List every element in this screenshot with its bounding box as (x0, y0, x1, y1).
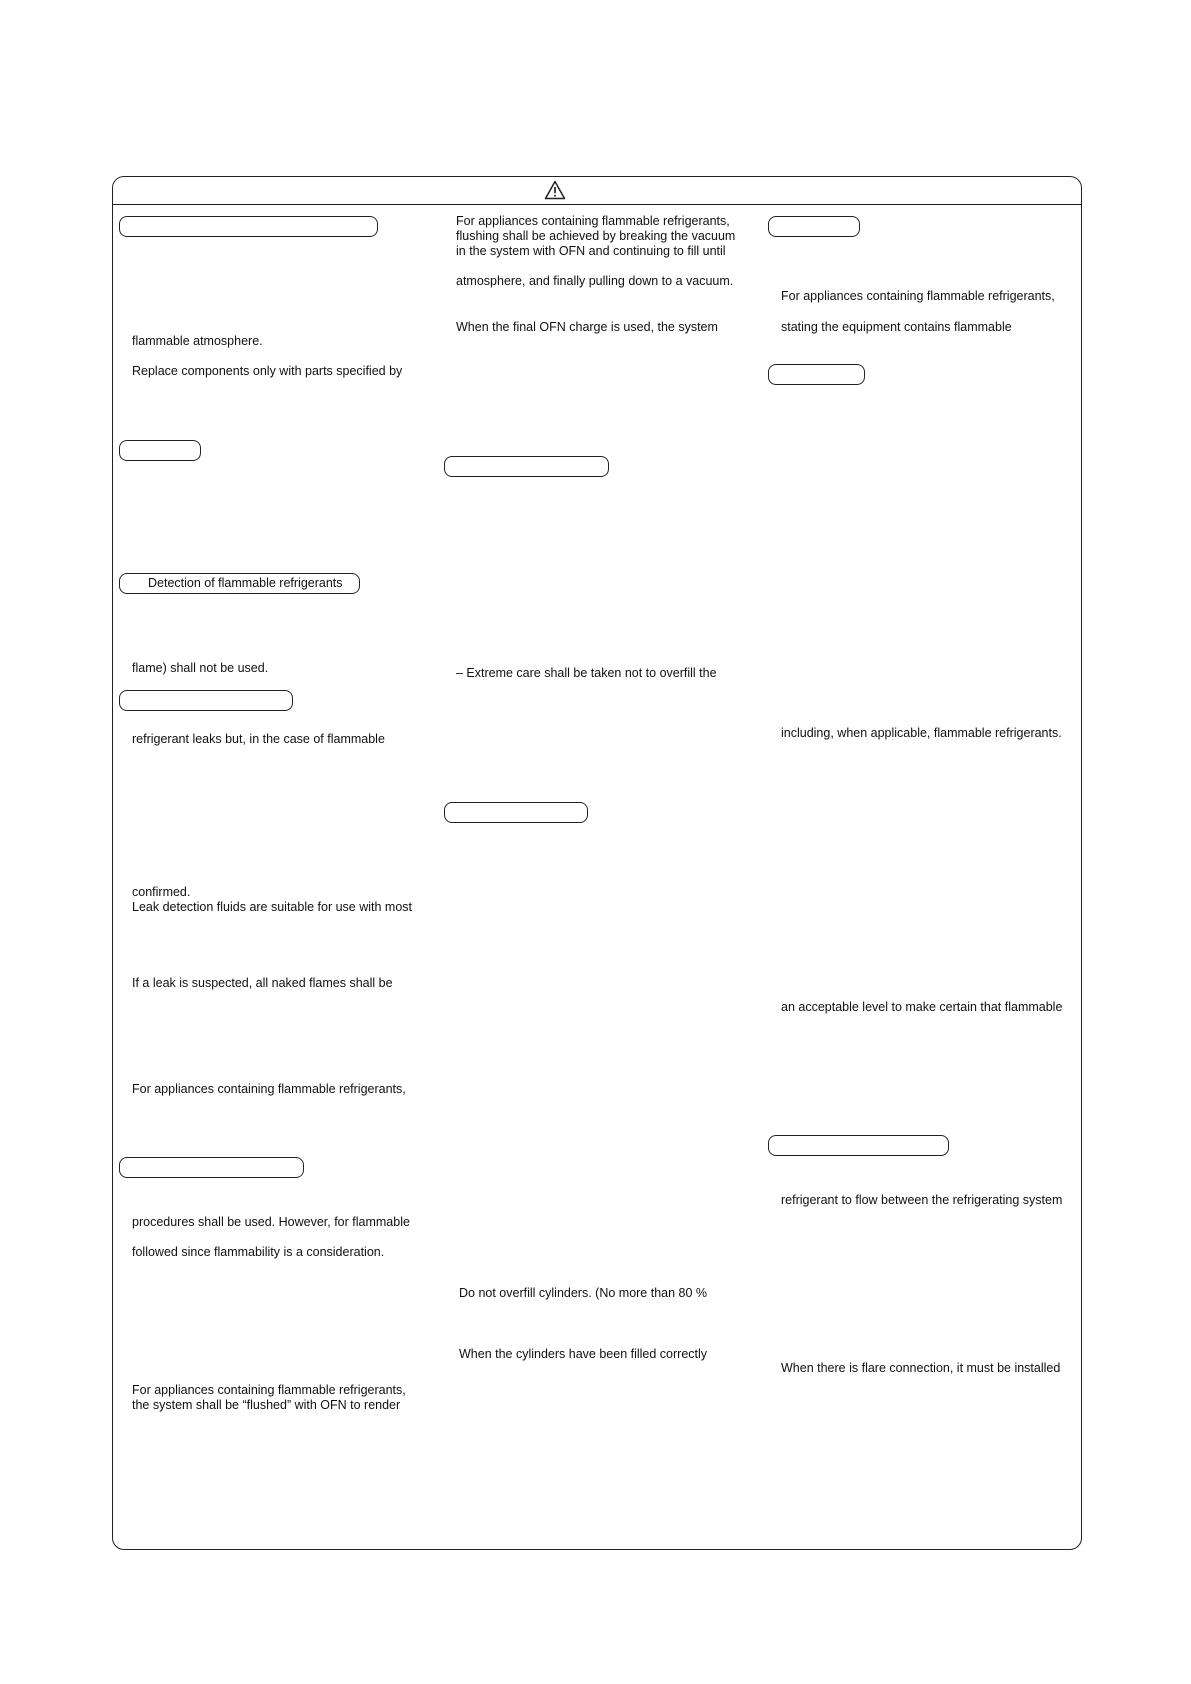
text-line: flushing shall be achieved by breaking the vacuum (456, 229, 736, 243)
text-line: including, when applicable, flammable refrigerants. (781, 726, 1062, 740)
text-line: atmosphere, and finally pulling down to a vacuum. (456, 274, 734, 288)
text-line: an acceptable level to make certain that flammable (781, 1000, 1063, 1014)
text-line: refrigerant leaks but, in the case of flammable (132, 732, 385, 746)
detection-heading (119, 573, 360, 594)
text-line: When there is flare connection, it must be installed (781, 1361, 1061, 1375)
text-line: confirmed. (132, 885, 191, 899)
text-line: the system shall be “flushed” with OFN to render (132, 1398, 401, 1412)
header-divider (112, 204, 1082, 205)
text-line: Replace components only with parts specified by (132, 364, 403, 378)
text-line: When the final OFN charge is used, the system (456, 320, 718, 334)
content-frame (112, 176, 1082, 1550)
text-line: When the cylinders have been filled correctly (459, 1347, 708, 1361)
text-line: If a leak is suspected, all naked flames shall be (132, 976, 393, 990)
text-line: refrigerant to flow between the refrigerating system (781, 1193, 1063, 1207)
detection-heading-label: Detection of flammable refrigerants (148, 576, 343, 590)
text-line: – Extreme care shall be taken not to overfill the (456, 666, 717, 680)
text-line: followed since flammability is a consideration. (132, 1245, 385, 1259)
text-line: flammable atmosphere. (132, 334, 263, 348)
text-line: Do not overfill cylinders. (No more than 80 % (459, 1286, 708, 1300)
section-heading-pill (119, 1157, 304, 1178)
text-line: Leak detection fluids are suitable for use with most (132, 900, 413, 914)
warning-triangle-icon (544, 180, 566, 200)
section-heading-pill (119, 216, 378, 237)
section-heading-pill (119, 440, 201, 461)
text-line: For appliances containing flammable refrigerants, (456, 214, 730, 228)
text-line: For appliances containing flammable refrigerants, (781, 289, 1055, 303)
section-heading-pill (768, 364, 865, 385)
section-heading-pill (768, 216, 860, 237)
text-line: flame) shall not be used. (132, 661, 269, 675)
text-line: stating the equipment contains flammable (781, 320, 1012, 334)
section-heading-pill (119, 690, 293, 711)
section-heading-pill (768, 1135, 949, 1156)
text-line: For appliances containing flammable refrigerants, (132, 1383, 406, 1397)
section-heading-pill (444, 802, 588, 823)
section-heading-pill (444, 456, 609, 477)
text-line: in the system with OFN and continuing to fill until (456, 244, 726, 258)
text-line: For appliances containing flammable refrigerants, (132, 1082, 406, 1096)
text-line: procedures shall be used. However, for flammable (132, 1215, 410, 1229)
